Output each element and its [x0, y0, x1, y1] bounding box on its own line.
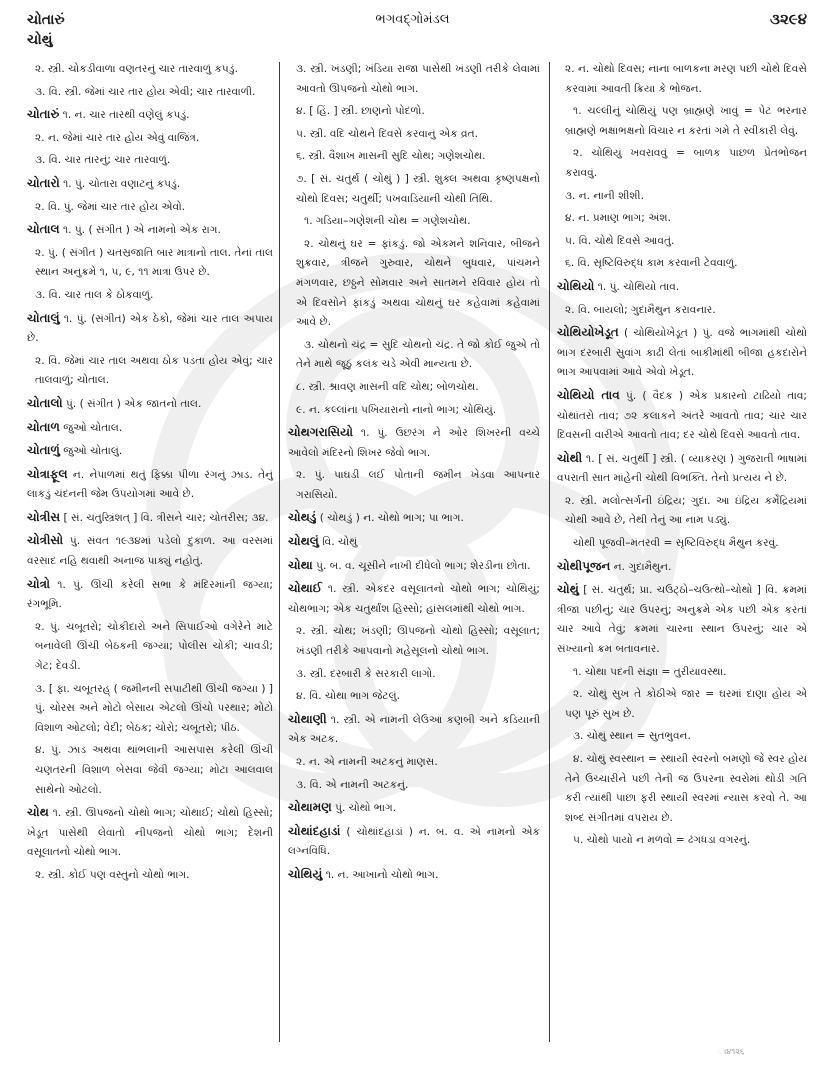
dictionary-entry — [557, 449, 807, 489]
dictionary-entry — [27, 803, 273, 863]
sense-line: ૨. ન. એ નામની અટકનું માણસ. — [296, 756, 438, 768]
sense-line: ૨. ન. ચોથો દિવસ; નાના બાળકના મરણ પછી ચોથે દિવસે કરવામાં આવતી ક્રિયા કે ભોજન. — [565, 63, 807, 95]
dictionary-entry — [27, 174, 273, 195]
dictionary-entry — [27, 575, 273, 615]
sense-line: ૨. પું. ચબૂતરો; ચોકીદારો અને સિપાઈઓ વગેરેને માટે બનાવેલી ઊંચી બેઠકની જગ્યા; પોલીસ ચોકી; ચાવડી; ગેટ; દેવડી. — [35, 620, 273, 673]
sense-line: ૨. પું. પાઘડી લઈ પોતાની જમીન ખેડવા આપનાર ગરાસિયો. — [296, 469, 540, 501]
headword: ચોથગરાસિયો — [288, 425, 353, 440]
headword: ચોથામણ — [288, 800, 332, 815]
definition-text: ૧. સ્ત્રી. એકંદર વસૂલાતનો ચોથો ભાગ; ચોથિયું; ચોથભાગ; એક ચતુર્થાંશ હિસ્સો; હાંસલમાંથી ચોથો ભાગ. — [288, 583, 540, 615]
sense-line: ૬. વિ. સૃષ્ટિવિરુદ્ધ કામ કરવાની ટેવવાળું. — [565, 257, 738, 270]
dictionary-entry — [27, 441, 273, 462]
headword: ચોથલું — [288, 534, 319, 549]
idiom-line: ૧. ગડિયા–ગણેશની ચોથ = ગણેશચોથ. — [304, 215, 471, 228]
column-divider — [279, 62, 280, 1042]
dictionary-entry — [557, 580, 807, 659]
sense-line: ૨. સ્ત્રી. ચોકડીવાળા વણતરનું ચાર તારવાળું કપડું. — [35, 63, 238, 75]
definition-text: પું. બ. વ. ચૂસીને નાખી દીધેલો ભાગ; શેરડીના છોતા. — [316, 559, 531, 572]
sense-line: ૭. [ સં. ચતુર્થ ( ચોથું ) ] સ્ત્રી. શુક્લ અથવા કૃષ્ણપક્ષનો ચોથો દિવસ; ચતુર્થી; પખવાડિયાની ચોથી તિથિ. — [296, 172, 540, 205]
headword: ચોથી — [557, 450, 583, 465]
sense-line: ૪. વિ. ચોથા ભાગ જેટલું. — [296, 690, 400, 703]
sense-line: ૩. ન. નાની શીશી. — [565, 189, 644, 202]
dictionary-entry — [27, 465, 273, 505]
dictionary-entry — [288, 822, 540, 862]
dictionary-entry — [288, 798, 540, 819]
sense-line: ૨. વિ. પું. જેમાં ચાર તાર હોય એવો. — [35, 200, 186, 213]
definition-text: જુઓ ચોતાલ. — [63, 421, 123, 434]
headword: ચોથાંદહાડાં — [288, 823, 341, 838]
sense-line: ૨. વિ. જેમાં ચાર તાલ અથવા ઠોક પડતા હોય એવું; ચાર તાલવાળું; ચોતાલ. — [35, 354, 273, 387]
definition-text: ( ચોથાંદહાડાં ) ન. બ. વ. એ નામનો એક લગ્નવિધિ. — [288, 825, 540, 858]
column-divider — [549, 62, 550, 1042]
sense-line: ૨. ન. જેમાં ચાર તાર હોય એવું વાજિંત્ર. — [35, 131, 200, 144]
dictionary-entry — [27, 220, 273, 241]
idiom-line: ૨. ચોથું સુખ તે કોઠીએ જાર = ઘરમાં દાણા હોય એ પણ પૂરું સુખ છે. — [565, 688, 807, 720]
definition-text: ૧. પું. ( સંગીત ) એ નામનો એક રાગ. — [62, 224, 221, 237]
definition-text: ન. નેપાળમાં થતું ફિક્કા પીળા રંગનું ઝાડ. તેનું લાકડું ચંદનની જેમ ઉપયોગમાં આવે છે. — [27, 468, 273, 501]
sense-line: ૫. સ્ત્રી. વદિ ચોથને દિવસે કરવાનું એક વ્રત. — [296, 127, 478, 140]
definition-text: ૧. સ્ત્રી. એ નામની લેઉઆ કણબી અને કડિયાની એક અટક. — [288, 713, 540, 746]
sense-line: ૪. પું. ઝાડ અથવા થાંભલાની આસપાસ કરેલી ઊંચી ચણતરની વિશાળ બેસવા જેવી જગ્યા; મોટા આલવાલ સાથેનો ઓટલો. — [35, 744, 273, 796]
idiom-line: ૧. ચોથા પદની સંજ્ઞા = તુરીયાવસ્થા. — [573, 665, 727, 678]
definition-text: ૧. પું. (સંગીત) એક ઠેકો, જેમાં ચાર તાલ અપાય છે. — [27, 312, 273, 345]
headword: ચોત્રીસ — [27, 509, 61, 524]
sense-line: ૮. સ્ત્રી. શ્રાવણ માસની વદિ ચોથ; બોળચોથ. — [296, 380, 479, 393]
dictionary-entry — [557, 323, 807, 383]
running-title: ભગવદ્ગોમંડલ — [375, 12, 450, 27]
dictionary-entry — [288, 556, 540, 577]
definition-text: ૧. પું. ચોથિયો તાવ. — [597, 280, 680, 293]
headword: ચોથિયું — [288, 866, 323, 881]
definition-text: [ સં. ચતુસ્ત્રિંશત્ ] વિ. ત્રીસને ચાર; ચોતરીસ; ૩૪. — [63, 511, 269, 524]
column-right — [557, 60, 807, 854]
sense-line: ૩. વિ. ચાર તારનું; ચાર તારવાળું. — [35, 154, 171, 167]
headword: ચોથ — [27, 805, 49, 820]
headword: ચોત્રીસો — [27, 533, 64, 548]
definition-text: ૧. ન. આખાનો ચોથો ભાગ. — [325, 868, 439, 881]
guide-word-last: ચોથું — [27, 32, 53, 48]
dictionary-entry — [557, 277, 807, 298]
idiom-line: ૩. ચોથનો ચંદ્ર = સુદિ ચોથનો ચંદ્ર. તે જો કોઈ જુએ તો તેને માથે જૂઠું કલંક ચડે એવી માન્યતા છે. — [296, 338, 540, 371]
headword: ચોતારું — [27, 107, 60, 122]
definition-text: વિ. ચોથું — [322, 536, 358, 549]
headword: ચોથાણી — [288, 711, 327, 726]
sense-line: ૪. [ હિં. ] સ્ત્રી. છાણનો પોદળો. — [296, 105, 425, 118]
idiom-line: ૪. ચોથું સ્વસ્થાન = સ્થાયી સ્વરનો બમણો જે સ્વર હોય તેને ઉચ્ચારીને પછી તેની જ ઉપરના સ્વરોમાં થોડી ગતિ કરી ત્યાંથી પાછા ફરી સ્થાયી સ્વરમાં ન્યાસ કરવો તે. આ શબ્દ સંગીતમાં વપરાય છે. — [565, 753, 807, 824]
headword: ચોતાળ — [27, 419, 60, 434]
dictionary-entry — [288, 865, 540, 886]
definition-text: ૧. ન. ચાર તારથી વણેલું કપડું. — [62, 109, 190, 122]
definition-text: પું. ( વૈદક ) એક પ્રકારનો ટાઢિયો તાવ; ચોથાંતરો તાવ; ૭૨ કલાકને અંતરે આવતો તાવ; ચાર ચાર દિવસની વારીએ આવતો તાવ; દર ચોથે દિવસે આવતો તાવ. — [557, 389, 807, 442]
sense-line: ૨. પું. ( સંગીત ) ચતસ્રજાતિ બાર માત્રાનો તાલ. તેનાં તાલ સ્થાન અનુક્રમે ૧, ૫, ૯, ૧૧ માત્રા ઉપર છે. — [35, 246, 273, 279]
dictionary-entry — [288, 579, 540, 619]
definition-text: ન. ગુદામૈથુન. — [613, 560, 672, 573]
idiom-line: ૫. ચોથો પાયો ન મળવો = ઢંગધડા વગરનું. — [573, 834, 751, 847]
column-middle — [288, 60, 540, 889]
headword: ચોથું — [557, 582, 579, 597]
definition-text: ( ચોથડું ) ન. ચોથો ભાગ; પા ભાગ. — [319, 512, 464, 525]
definition-text: ( ચોથિયોખેડૂત ) પું. વજે ભાગમાંથી ચોથો ભાગ દરબારી સુવાંગ કાઢી લેતાં બાકીમાંથી બીજા હકદારોને ભાગ આપવામાં આવે એવો ખેડૂત. — [557, 327, 808, 379]
headword: ચોથાઈ — [288, 581, 323, 596]
dictionary-entry — [27, 105, 273, 126]
sense-line: ૨. સ્ત્રી. ચોથ; ખંડણી; ઊપજનો ચોથો હિસ્સો; વસૂલાત; ખંડણી તરીકે આપવાનો મહેસૂલનો ચોથો ભાગ. — [296, 625, 540, 658]
definition-text: [ સં. ચતુર્થ; પ્રા. ચઉટ્ઠો–ચઉત્થો–ચોથો ] વિ. ક્રમમાં ત્રીજા પછીનું; ચાર ઉપરનું; અનુક્રમે એક પછી એક કરતાં ચાર આવે તેવું; ક્રમમાં ચારના સ્થાન ઉપરનું; ચાર એ સંખ્યાનો ક્રમ બતાવનાર. — [557, 584, 807, 656]
sense-line: ૩. [ ફા. ચબૂતરહ્ ( જમીનની સપાટીથી ઊંચી જગ્યા ) ] પું. ચોરસ અને મોટો બેસાય એટલો ઊંચો પરથાર; મોટો વિશાળ ઓટલો; વેદી; બેઠક; ચોરો; ચબૂતરો; પીઠ. — [35, 682, 273, 734]
definition-text: પું. ચોથો ભાગ. — [335, 802, 397, 815]
dictionary-entry — [27, 309, 273, 349]
idiom-line: ચોથી પૂજવી–મંતરવી = સૃષ્ટિવિરુદ્ધ મૈથુન કરવું. — [573, 537, 779, 550]
sense-line: ૩. વિ. એ નામની અટકનું. — [296, 778, 409, 791]
headword: ચોત્રો — [27, 576, 50, 591]
sense-line: ૩. વિ. ચાર તાલ કે ઠોકવાળું. — [35, 288, 154, 301]
headword: ચોતારો — [27, 175, 60, 190]
dictionary-entry — [288, 423, 540, 463]
dictionary-entry — [27, 508, 273, 529]
definition-text: પું. સંવત ૧૯૩૪માં પડેલો દુકાળ. આ વરસમાં વરસાદ નહિ થવાથી અનાજ પાક્યું નહોતું. — [27, 535, 273, 568]
column-left — [27, 60, 273, 889]
sense-line: ૩. વિ. સ્ત્રી. જેમાં ચાર તાર હોય એવી; ચાર તારવાળી. — [35, 85, 256, 98]
definition-text: પું. ( સંગીત ) એક જાતનો તાલ. — [65, 397, 202, 410]
headword: ચોથીપૂજન — [557, 558, 611, 573]
idiom-line: ૩. ચોથું સ્થાન = સુતભુવન. — [573, 730, 691, 743]
dictionary-entry — [288, 508, 540, 529]
sense-line: ૨. સ્ત્રી. મલોત્સર્ગની ઇંદ્રિય; ગુદા. આ ઇંદ્રિય કર્મેંદ્રિયમાં ચોથી આવે છે, તેથી તેનું આ નામ પડ્યું. — [565, 494, 807, 527]
sense-line: ૨. સ્ત્રી. કોઈ પણ વસ્તુનો ચોથો ભાગ. — [35, 868, 190, 881]
idiom-line: ૨. ચોથનું ઘર = ફાંકડું. જો એકમને શનિવાર, બીજને શુક્રવાર, ત્રીજને ગુરુવાર, ચોથને બુધવાર, પાંચમને મંગળવાર, છઠ્ઠને સોમવાર અને સાતમને રવિવાર હોય તો એ દિવસોને ફાંકડું અથવા ચોથનું ઘર કહેવામાં કહેવામાં આવે છે. — [296, 237, 540, 329]
guide-word-first: ચોતારું — [27, 12, 65, 28]
definition-text: ૧. પું. ઉછરંગ ને ઓર શિખરની વચ્ચે આવેલો મંદિરનો શિખર જેવો ભાગ. — [288, 427, 540, 459]
headword: ચોથા — [288, 557, 313, 572]
headword: ચોથિયો તાવ — [557, 387, 620, 402]
headword: ચોતાલ — [27, 222, 60, 237]
sense-line: ૩. સ્ત્રી. દરબારી કે સરકારી લાગો. — [296, 667, 436, 680]
headword: ચોથડું — [288, 510, 317, 525]
page-number: ૩૨૯૪ — [770, 10, 807, 28]
sense-line: ૨. વિ. બાયલો; ગુદામૈથુન કરાવનાર. — [565, 303, 716, 316]
headword: ચોતાળું — [27, 443, 60, 458]
sense-line: ૯. ન. કલ્લાંના પખિયારાનો નાનો ભાગ; ચોથિયું. — [296, 403, 497, 416]
definition-text: ૧. પું. ચોતારા વણાટનું કપડું. — [63, 177, 181, 190]
library-stamp: ા૪૧૨૬ — [718, 1047, 745, 1056]
headword: ચોતાલો — [27, 395, 63, 410]
definition-text: ૧. પું. ઊંચી કરેલી સભા કે મંદિરમાંની જગ્યા; રંગભૂમિ. — [27, 578, 273, 611]
sense-line: ૪. ન. પ્રમાણ ભાગ; અંશ. — [565, 212, 671, 225]
sense-line: ૩. સ્ત્રી. ખંડણી; ખંડિયા રાજા પાસેથી ખંડણી તરીકે લેવામાં આવતો ઊપજનો ચોથો ભાગ. — [296, 63, 540, 95]
dictionary-entry — [557, 557, 807, 578]
sense-line: ૫. વિ. ચોથે દિવસે આવતું. — [565, 234, 675, 247]
headword: ચોથિયોખેડૂત — [557, 325, 619, 340]
headword: ચોથિયો — [557, 278, 595, 293]
headword: ચોત્રાફૂલ — [27, 466, 68, 481]
headword: ચોતાલું — [27, 310, 60, 325]
definition-text: જુઓ ચોતાલું. — [63, 445, 123, 458]
idiom-line: ૧. ચલ્લીનું ચોથિયું પણ બ્રાહ્મણે ખાવું = પેટ ભરનાર બ્રાહ્મણે ભક્ષાભક્ષનો વિચાર ન કરતાં ગમે તે સ્વીકારી લેવું. — [565, 105, 807, 137]
dictionary-entry — [27, 531, 273, 571]
definition-text: ૧. [ સં. ચતુર્થી ] સ્ત્રી. ( વ્યાકરણ ) ગુજરાતી ભાષામાં વપરાતી સાત માંહેની ચોથી વિભક્તિ. તેનો પ્રત્યય ને છે. — [557, 452, 807, 485]
dictionary-entry — [557, 386, 807, 446]
dictionary-entry — [27, 418, 273, 439]
dictionary-entry — [27, 394, 273, 415]
idiom-line: ૨. ચોથિયું ખવરાવવું = બાળક પાછળ પ્રેતભોજન કરાવવું. — [565, 147, 807, 179]
page-header — [0, 0, 825, 58]
dictionary-entry — [288, 532, 540, 553]
dictionary-entry — [288, 710, 540, 750]
sense-line: ૬. સ્ત્રી. વૈશાખ માસની સુદિ ચોથ; ગણેશચોથ. — [296, 150, 486, 163]
definition-text: ૧. સ્ત્રી. ઊપજનો ચોથો ભાગ; ચોથાઈ; ચોથો હિસ્સો; ખેડૂત પાસેથી લેવાતો નીપજનો ચોથો ભાગ; દેશની વસૂલાતનો ચોથો ભાગ. — [27, 807, 273, 859]
